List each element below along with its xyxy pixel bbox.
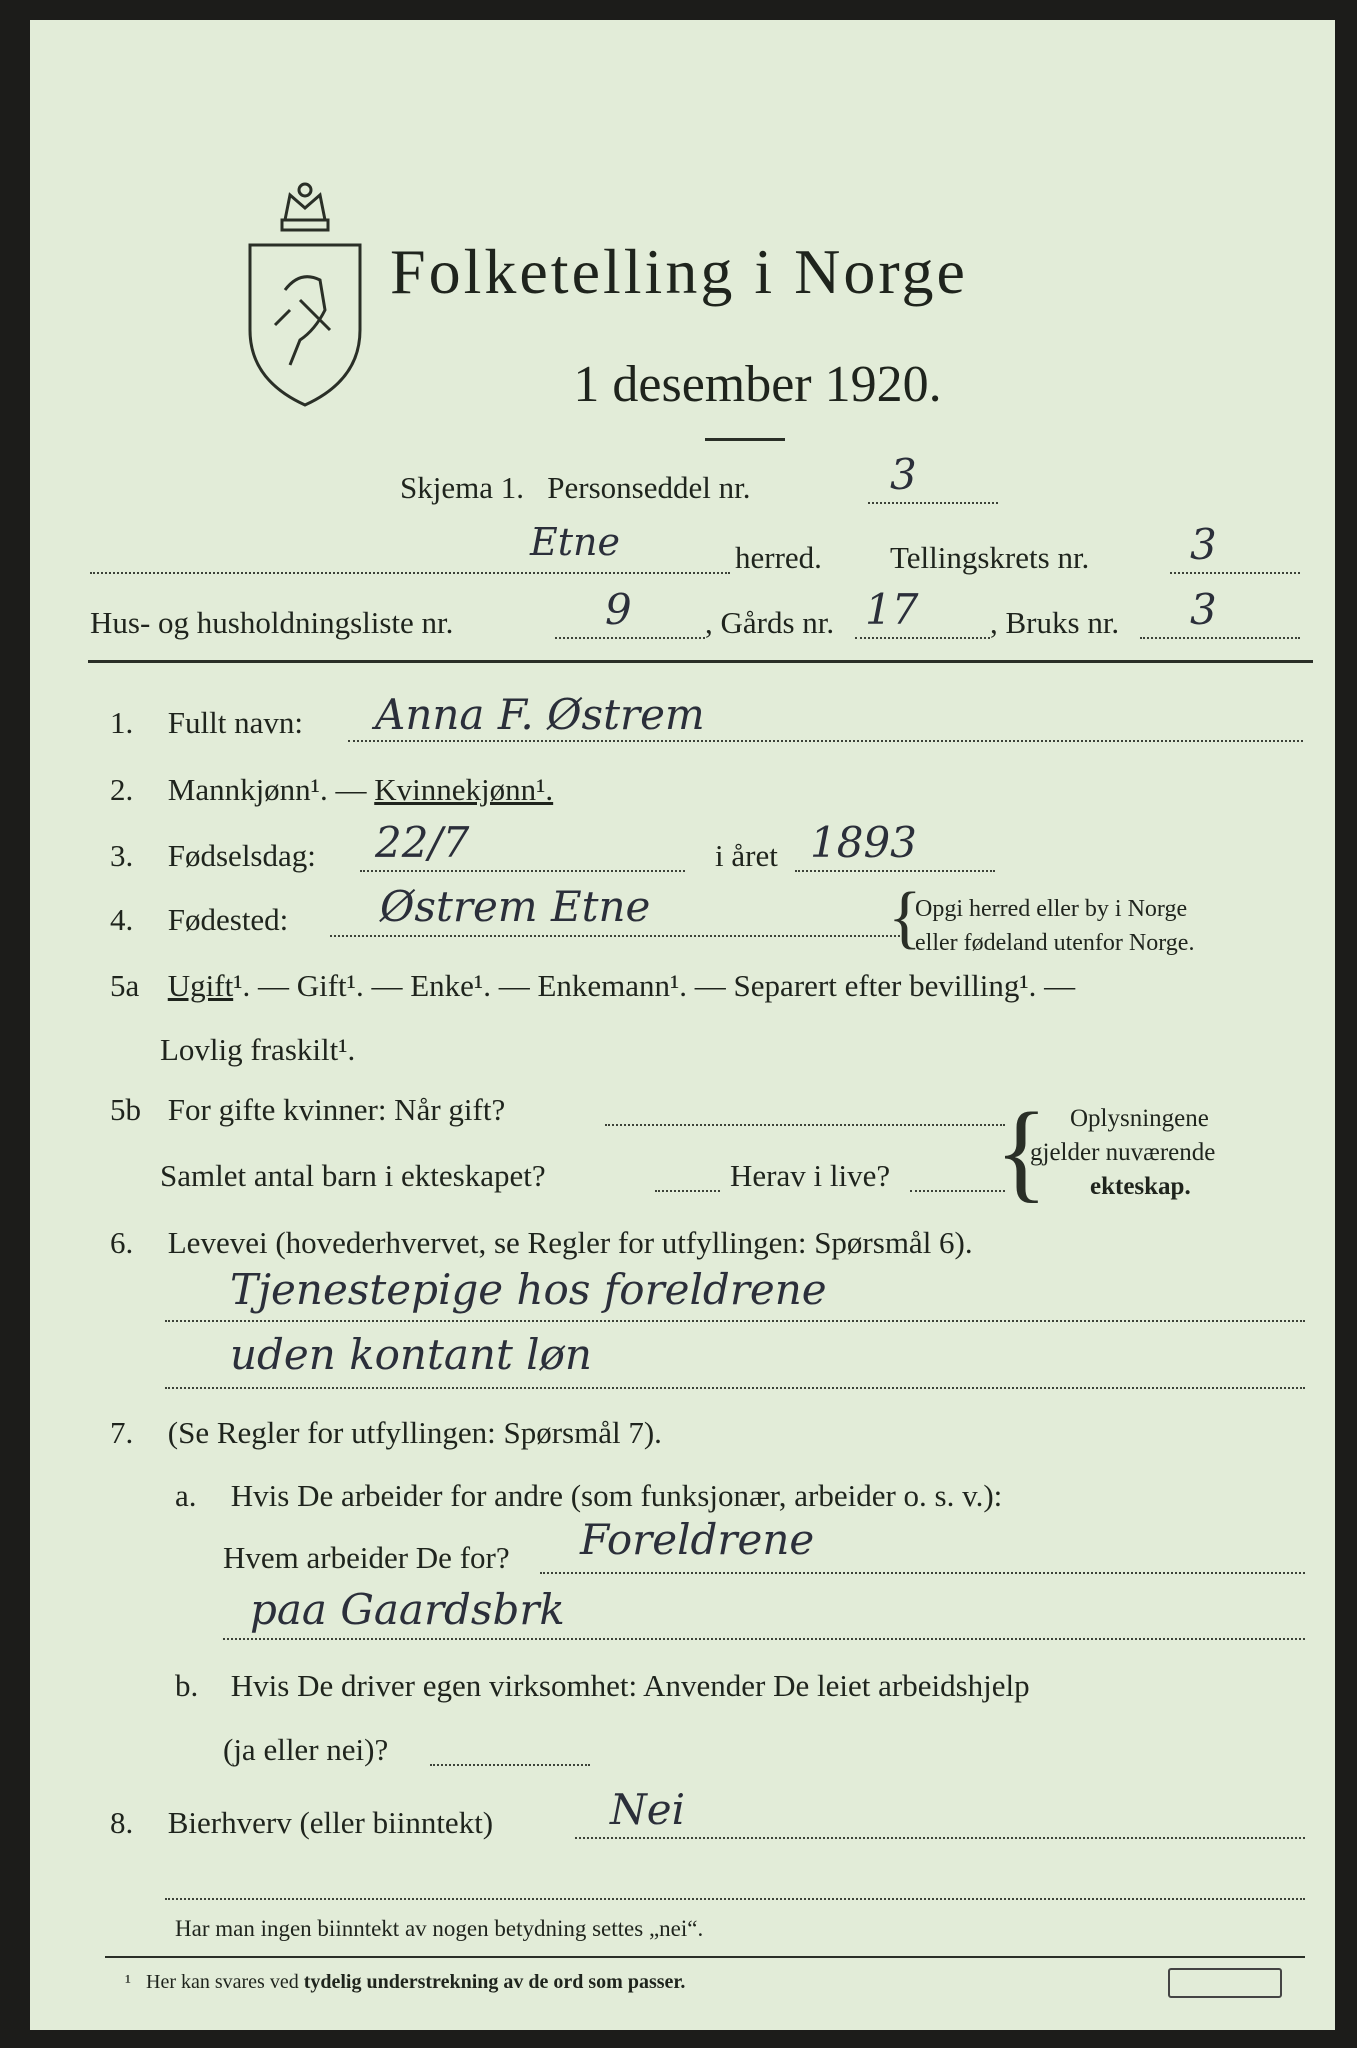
herred-field[interactable] [90,572,730,574]
census-form [30,20,1335,2030]
bruks-value: 3 [1190,585,1217,634]
footnote-text: Her kan svares ved [146,1971,299,1993]
tellingskrets-label: Tellingskrets nr. [890,540,1090,575]
birthday-field[interactable] [360,870,685,872]
q7b-yesno-label: (ja eller nei)? [223,1732,389,1767]
full-name-value: Anna F. Østrem [375,690,705,739]
q5b-alive-label: Herav i live? [730,1158,891,1193]
hus-field[interactable] [555,637,705,639]
hus-value: 9 [605,585,632,634]
q5a-line: 5a Ugift¹. — Gift¹. — Enke¹. — Enkemann¹. — Separert efter bevilling¹. — [110,968,1076,1003]
q4-label: 4. Fødested: [110,902,289,937]
married-date-field[interactable] [605,1124,1005,1126]
side-income-note: Har man ingen biinntekt av nogen betydning settes „nei“. [175,1916,704,1941]
birthplace-note-2: eller fødeland utenfor Norge. [915,930,1195,956]
birthday-value: 22/7 [375,818,470,867]
q7a-label: a. Hvis De arbeider for andre (som funksjonær, arbeider o. s. v.): [175,1478,1003,1513]
children-count-field[interactable] [655,1190,720,1192]
occupation-field-2[interactable] [165,1387,1305,1389]
q7a-employer-label: Hvem arbeider De for? [223,1540,510,1575]
footnote [125,1965,685,1999]
q1-label: 1. Fullt navn: [110,705,303,740]
full-name-field[interactable] [348,740,1303,742]
employer-field-2[interactable] [223,1638,1305,1640]
occupation-field-1[interactable] [165,1320,1305,1322]
footnote-mark: ¹ [125,1971,131,1993]
employer-field-1[interactable] [540,1572,1305,1574]
skjema-line [400,470,750,506]
title-divider [705,438,785,441]
form-date: 1 desember 1920. [573,356,942,413]
bruks-field[interactable] [1140,637,1300,639]
marriage-note-1: Oplysningene [1070,1105,1209,1132]
birthplace-field[interactable] [330,935,900,937]
gards-field[interactable] [855,637,990,639]
q7-label: 7. (Se Regler for utfyllingen: Spørsmål 7). [110,1415,662,1450]
side-income-field-2[interactable] [165,1898,1305,1900]
marriage-note-2: gjelder nuværende [1030,1139,1216,1166]
kvinnekjonn-selected: Kvinnekjønn¹. [374,772,554,807]
birthplace-value: Østrem Etne [380,882,651,931]
employer-value-2: paa Gaardsbrk [250,1585,565,1634]
skjema-label: Skjema 1. [400,470,524,505]
form-title: Folketelling i Norge [390,236,968,307]
birth-year-value: 1893 [810,818,917,867]
birth-year-field[interactable] [795,870,995,872]
marriage-note-3: ekteskap. [1090,1173,1191,1200]
herred-label: herred. [735,540,822,575]
q5b-children-label: Samlet antal barn i ekteskapet? [160,1158,546,1193]
employer-value-1: Foreldrene [580,1515,815,1564]
header-divider [88,660,1313,663]
gards-label: , Gårds nr. [705,605,835,640]
printer-stamp [1168,1968,1282,1998]
q5a-line2: Lovlig fraskilt¹. [160,1032,356,1067]
hired-help-field[interactable] [430,1764,590,1766]
bruks-label: , Bruks nr. [990,605,1120,640]
q6-label: 6. Levevei (hovederhvervet, se Regler for utfyllingen: Spørsmål 6). [110,1225,973,1260]
ugift-selected: Ugift [167,968,234,1003]
hus-label: Hus- og husholdningsliste nr. [90,605,454,640]
q2-line: 2. Mannkjønn¹. — Kvinnekjønn¹. [110,772,554,807]
footnote-bold-text: tydelig understrekning av de ord som passer. [303,1971,686,1993]
herred-value: Etne [530,520,620,564]
q8-label: 8. Bierhverv (eller biinntekt) [110,1805,494,1840]
year-label: i året [715,838,778,873]
gards-value: 17 [865,585,919,634]
occupation-value-1: Tjenestepige hos foreldrene [230,1265,827,1314]
marriage-brace: { [995,1090,1048,1212]
personseddel-value: 3 [890,450,917,499]
q5b-label: 5b For gifte kvinner: Når gift? [110,1092,506,1127]
q7b-label: b. Hvis De driver egen virksomhet: Anvender De leiet arbeidshjelp [175,1668,1030,1703]
occupation-value-2: uden kontant løn [230,1330,592,1379]
children-alive-field[interactable] [910,1190,1005,1192]
side-income-value: Nei [610,1785,686,1834]
birthplace-note-1: Opgi herred eller by i Norge [915,896,1188,922]
personseddel-field[interactable] [868,502,998,504]
side-income-field[interactable] [575,1837,1305,1839]
personseddel-label: Personseddel nr. [547,470,751,505]
birthplace-brace: { [888,879,922,956]
tellingskrets-field[interactable] [1170,572,1300,574]
q3-label: 3. Fødselsdag: [110,838,316,873]
footnote-divider [105,1956,1305,1958]
tellingskrets-value: 3 [1190,520,1217,569]
